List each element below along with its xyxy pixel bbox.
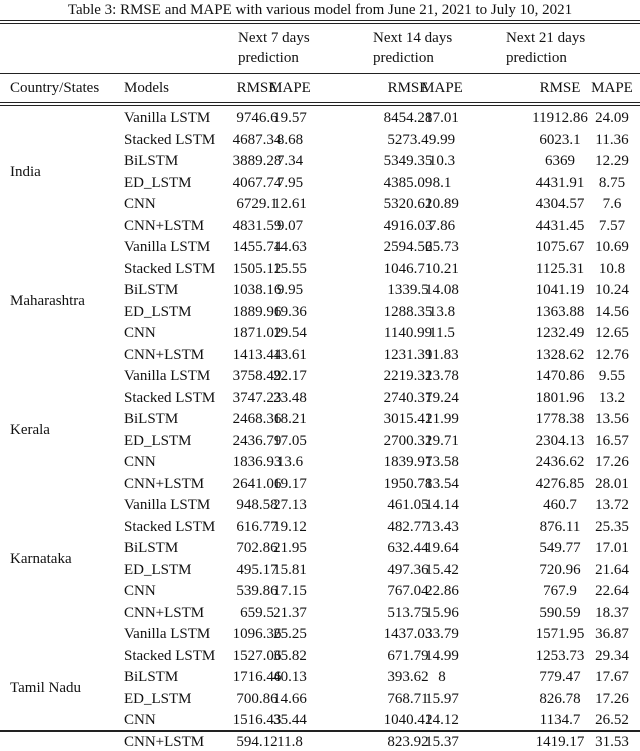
cell-rmse: 1125.31: [535, 260, 585, 277]
model-name: Stacked LSTM: [124, 647, 216, 664]
model-name: Vanilla LSTM: [124, 497, 211, 513]
cell-mape: 25.25: [273, 626, 307, 642]
cell-mape: 36.87: [595, 626, 629, 642]
group-7-days-line1: Next 7 days: [238, 30, 310, 46]
cell-mape: 10.3: [428, 153, 456, 169]
cell-rmse: 1437.03: [383, 626, 433, 642]
cell-rmse: 393.62: [387, 669, 429, 685]
cell-rmse: 1288.35: [383, 303, 433, 320]
model-name: Stacked LSTM: [124, 389, 216, 406]
cell-mape: 15.42: [425, 561, 459, 578]
top-rule-2: [0, 23, 640, 24]
cell-mape: 11.8: [277, 733, 303, 750]
cell-rmse: 1527.06: [232, 647, 282, 664]
cell-rmse: 1134.7: [539, 712, 581, 728]
cell-mape: 19.54: [273, 325, 307, 341]
cell-rmse: 5349.35: [383, 153, 433, 169]
cell-rmse: 4916.03: [383, 217, 433, 234]
model-name: Vanilla LSTM: [124, 368, 211, 384]
model-name: Vanilla LSTM: [124, 110, 211, 126]
cell-mape: 26.52: [595, 712, 629, 728]
cell-rmse: 671.79: [387, 647, 429, 664]
cell-mape: 29.34: [595, 647, 629, 664]
cell-mape: 28.01: [595, 475, 629, 492]
cell-mape: 15.81: [273, 561, 307, 578]
cell-rmse: 2740.37: [383, 389, 433, 406]
model-name: BiLSTM: [124, 153, 179, 169]
cell-rmse: 632.44: [387, 540, 429, 556]
cell-rmse: 1328.62: [535, 346, 585, 363]
cell-mape: 33.79: [425, 626, 459, 642]
cell-mape: 11.36: [595, 131, 629, 148]
model-name: ED_LSTM: [124, 432, 192, 449]
cell-rmse: 1363.88: [535, 303, 585, 320]
cell-rmse: 876.11: [539, 518, 581, 535]
cell-mape: 13.2: [598, 389, 626, 406]
cell-rmse: 4687.34: [232, 131, 282, 148]
cell-mape: 14.63: [273, 239, 307, 255]
cell-rmse: 1253.73: [535, 647, 585, 664]
cell-mape: 13.54: [425, 475, 459, 492]
cell-mape: 8.68: [276, 131, 304, 148]
cell-rmse: 1505.12: [232, 260, 282, 277]
cell-mape: 10.21: [425, 260, 459, 277]
cell-mape: 8: [438, 669, 446, 685]
cell-mape: 9.99: [428, 131, 456, 148]
cell-rmse: 1096.36: [232, 626, 282, 642]
cell-mape: 17.15: [273, 583, 307, 599]
cell-rmse: 4385.09: [383, 174, 433, 191]
cell-rmse: 8454.28: [383, 110, 433, 126]
model-name: BiLSTM: [124, 669, 179, 685]
cell-rmse: 1455.74: [232, 239, 282, 255]
cell-rmse: 720.96: [539, 561, 581, 578]
region-label: Tamil Nadu: [10, 679, 82, 696]
cell-mape: 14.08: [425, 282, 459, 298]
cell-rmse: 549.77: [539, 540, 581, 556]
cell-mape: 18.21: [273, 411, 307, 427]
cell-rmse: 3758.49: [232, 368, 282, 384]
mid-rule: [0, 73, 640, 74]
cell-mape: 7.86: [428, 217, 456, 234]
cell-rmse: 2304.13: [535, 432, 585, 449]
cell-rmse: 1041.19: [535, 282, 585, 298]
cell-mape: 15.55: [273, 260, 307, 277]
cell-rmse: 4431.91: [535, 174, 585, 191]
region-label: Kerala: [10, 421, 50, 438]
cell-mape: 22.86: [425, 583, 459, 599]
cell-rmse: 768.71: [387, 690, 429, 707]
cell-rmse: 4304.57: [535, 196, 585, 212]
cell-rmse: 1571.95: [535, 626, 585, 642]
header-mape: MAPE: [269, 80, 311, 96]
region-label: Karnataka: [10, 550, 72, 567]
region-label: India: [10, 163, 41, 180]
cell-rmse: 659.5: [240, 604, 274, 621]
model-name: CNN+LSTM: [124, 475, 205, 492]
cell-mape: 17.26: [595, 454, 629, 470]
cell-mape: 25.73: [425, 239, 459, 255]
cell-rmse: 3747.23: [232, 389, 282, 406]
cell-mape: 35.82: [273, 647, 307, 664]
cell-mape: 15.37: [425, 733, 459, 750]
model-name: CNN+LSTM: [124, 346, 205, 363]
cell-mape: 12.61: [273, 196, 307, 212]
cell-mape: 24.09: [595, 110, 629, 126]
model-name: BiLSTM: [124, 540, 179, 556]
cell-rmse: 1046.71: [383, 260, 433, 277]
cell-mape: 17.05: [273, 432, 307, 449]
header-rmse: RMSE: [387, 80, 429, 96]
cell-mape: 7.95: [276, 174, 304, 191]
header-rule-2: [0, 105, 640, 106]
cell-mape: 21.95: [273, 540, 307, 556]
cell-rmse: 700.86: [236, 690, 278, 707]
cell-rmse: 779.47: [539, 669, 581, 685]
cell-rmse: 1836.93: [232, 454, 282, 470]
cell-rmse: 460.7: [543, 497, 577, 513]
cell-mape: 13.58: [425, 454, 459, 470]
cell-rmse: 6023.1: [539, 131, 581, 148]
cell-mape: 7.57: [598, 217, 626, 234]
cell-rmse: 2700.32: [383, 432, 433, 449]
cell-mape: 14.99: [425, 647, 459, 664]
cell-rmse: 2436.62: [535, 454, 585, 470]
cell-rmse: 482.77: [387, 518, 429, 535]
header-rule: [0, 102, 640, 103]
cell-mape: 21.99: [425, 411, 459, 427]
cell-rmse: 702.86: [236, 540, 278, 556]
cell-rmse: 5273.4: [387, 131, 429, 148]
cell-rmse: 1516.43: [232, 712, 282, 728]
cell-mape: 19.24: [425, 389, 459, 406]
cell-mape: 8.75: [598, 174, 626, 191]
cell-mape: 9.55: [598, 368, 626, 384]
cell-mape: 10.8: [598, 260, 626, 277]
cell-mape: 12.76: [595, 346, 629, 363]
cell-rmse: 1140.99: [383, 325, 433, 341]
model-name: CNN: [124, 712, 156, 728]
cell-mape: 23.48: [273, 389, 307, 406]
cell-rmse: 1038.16: [232, 282, 282, 298]
cell-mape: 13.72: [595, 497, 629, 513]
cell-mape: 11.5: [429, 325, 455, 341]
cell-mape: 12.29: [595, 153, 629, 169]
cell-mape: 13.56: [595, 411, 629, 427]
cell-rmse: 2219.32: [383, 368, 433, 384]
cell-mape: 16.57: [595, 432, 629, 449]
model-name: Vanilla LSTM: [124, 239, 211, 255]
group-14-days-line2: prediction: [373, 50, 434, 66]
cell-mape: 17.26: [595, 690, 629, 707]
cell-mape: 13.78: [425, 368, 459, 384]
cell-rmse: 2594.56: [383, 239, 433, 255]
cell-rmse: 616.77: [236, 518, 278, 535]
cell-mape: 17.67: [595, 669, 629, 685]
model-name: Vanilla LSTM: [124, 626, 211, 642]
cell-rmse: 461.05: [387, 497, 429, 513]
cell-rmse: 1950.78: [383, 475, 433, 492]
group-21-days-line1: Next 21 days: [506, 30, 586, 46]
cell-rmse: 1413.44: [232, 346, 282, 363]
cell-mape: 14.56: [595, 303, 629, 320]
model-name: BiLSTM: [124, 282, 179, 298]
model-name: CNN: [124, 196, 156, 212]
cell-rmse: 5320.62: [383, 196, 433, 212]
cell-mape: 19.71: [425, 432, 459, 449]
header-rmse: RMSE: [539, 80, 581, 96]
bottom-rule: [0, 730, 640, 732]
cell-mape: 10.89: [425, 196, 459, 212]
model-name: CNN+LSTM: [124, 733, 205, 750]
cell-rmse: 1801.96: [535, 389, 585, 406]
cell-rmse: 6369: [545, 153, 575, 169]
cell-rmse: 1075.67: [535, 239, 585, 255]
header-mape: MAPE: [421, 80, 463, 96]
cell-mape: 7.6: [602, 196, 622, 212]
model-name: ED_LSTM: [124, 174, 192, 191]
cell-rmse: 1871.02: [232, 325, 282, 341]
model-name: BiLSTM: [124, 411, 179, 427]
cell-rmse: 495.17: [236, 561, 278, 578]
cell-mape: 13.61: [273, 346, 307, 363]
cell-mape: 13.8: [428, 303, 456, 320]
cell-rmse: 1889.96: [232, 303, 282, 320]
cell-rmse: 497.36: [387, 561, 429, 578]
top-rule: [0, 20, 640, 21]
group-7-days-line2: prediction: [238, 50, 299, 66]
model-name: Stacked LSTM: [124, 518, 216, 535]
cell-rmse: 2641.06: [232, 475, 282, 492]
cell-rmse: 1040.41: [383, 712, 433, 728]
cell-rmse: 6729.1: [236, 196, 278, 212]
header-country: Country/States: [10, 80, 100, 96]
model-name: CNN: [124, 454, 156, 470]
cell-mape: 13.6: [276, 454, 304, 470]
cell-mape: 25.35: [595, 518, 629, 535]
header-mape: MAPE: [591, 80, 633, 96]
cell-rmse: 513.75: [387, 604, 429, 621]
cell-rmse: 594.12: [236, 733, 278, 750]
region-label: Maharashtra: [10, 292, 85, 309]
cell-mape: 15.97: [425, 690, 459, 707]
cell-rmse: 823.92: [387, 733, 429, 750]
cell-rmse: 1716.46: [232, 669, 282, 685]
cell-rmse: 3889.28: [232, 153, 282, 169]
cell-rmse: 1839.97: [383, 454, 433, 470]
header-models: Models: [124, 80, 169, 96]
cell-rmse: 1232.49: [535, 325, 585, 341]
cell-rmse: 11912.86: [532, 110, 588, 126]
cell-mape: 19.12: [273, 518, 307, 535]
model-name: ED_LSTM: [124, 303, 192, 320]
model-name: CNN+LSTM: [124, 604, 205, 621]
model-name: CNN+LSTM: [124, 217, 205, 234]
cell-mape: 35.44: [273, 712, 307, 728]
cell-rmse: 539.86: [236, 583, 278, 599]
cell-mape: 14.66: [273, 690, 307, 707]
cell-rmse: 3015.41: [383, 411, 433, 427]
model-name: Stacked LSTM: [124, 131, 216, 148]
cell-mape: 9.95: [276, 282, 304, 298]
model-name: ED_LSTM: [124, 690, 192, 707]
group-21-days-line2: prediction: [506, 50, 567, 66]
cell-mape: 15.96: [425, 604, 459, 621]
model-name: ED_LSTM: [124, 561, 192, 578]
cell-rmse: 1419.17: [535, 733, 585, 750]
model-name: Stacked LSTM: [124, 260, 216, 277]
cell-mape: 21.37: [273, 604, 307, 621]
cell-rmse: 4067.74: [232, 174, 282, 191]
table-caption: Table 3: RMSE and MAPE with various model from June 21, 2021 to July 10, 2021: [67, 2, 573, 18]
cell-rmse: 2436.79: [232, 432, 282, 449]
cell-rmse: 4831.59: [232, 217, 282, 234]
model-name: CNN: [124, 325, 156, 341]
cell-mape: 27.13: [273, 497, 307, 513]
cell-mape: 8.1: [432, 174, 452, 191]
cell-mape: 7.34: [276, 153, 304, 169]
cell-mape: 40.13: [273, 669, 307, 685]
cell-mape: 9.07: [276, 217, 304, 234]
cell-mape: 10.24: [595, 282, 629, 298]
cell-mape: 19.57: [273, 110, 307, 126]
cell-mape: 10.69: [595, 239, 629, 255]
cell-rmse: 9746.6: [236, 110, 278, 126]
cell-mape: 21.64: [595, 561, 629, 578]
cell-mape: 19.36: [273, 303, 307, 320]
cell-rmse: 1339.5: [387, 282, 429, 298]
cell-rmse: 826.78: [539, 690, 581, 707]
cell-mape: 11.83: [425, 346, 459, 363]
cell-rmse: 2468.36: [232, 411, 282, 427]
cell-rmse: 1778.38: [535, 411, 585, 427]
model-name: CNN: [124, 583, 156, 599]
cell-rmse: 767.9: [543, 583, 577, 599]
cell-rmse: 1231.39: [383, 346, 433, 363]
cell-rmse: 1470.86: [535, 368, 585, 384]
cell-mape: 22.64: [595, 583, 629, 599]
cell-mape: 19.17: [273, 475, 307, 492]
cell-mape: 31.53: [595, 733, 629, 750]
group-14-days-line1: Next 14 days: [373, 30, 453, 46]
cell-mape: 18.37: [595, 604, 629, 621]
cell-rmse: 948.58: [236, 497, 278, 513]
cell-rmse: 4431.45: [535, 217, 585, 234]
cell-rmse: 590.59: [539, 604, 581, 621]
header-rmse: RMSE: [236, 80, 278, 96]
cell-mape: 12.65: [595, 325, 629, 341]
cell-mape: 17.01: [595, 540, 629, 556]
cell-mape: 24.12: [425, 712, 459, 728]
cell-rmse: 4276.85: [535, 475, 585, 492]
cell-rmse: 767.04: [387, 583, 429, 599]
cell-mape: 17.01: [425, 110, 459, 126]
cell-mape: 14.14: [425, 497, 459, 513]
cell-mape: 19.64: [425, 540, 459, 556]
cell-mape: 13.43: [425, 518, 459, 535]
cell-mape: 22.17: [273, 368, 307, 384]
